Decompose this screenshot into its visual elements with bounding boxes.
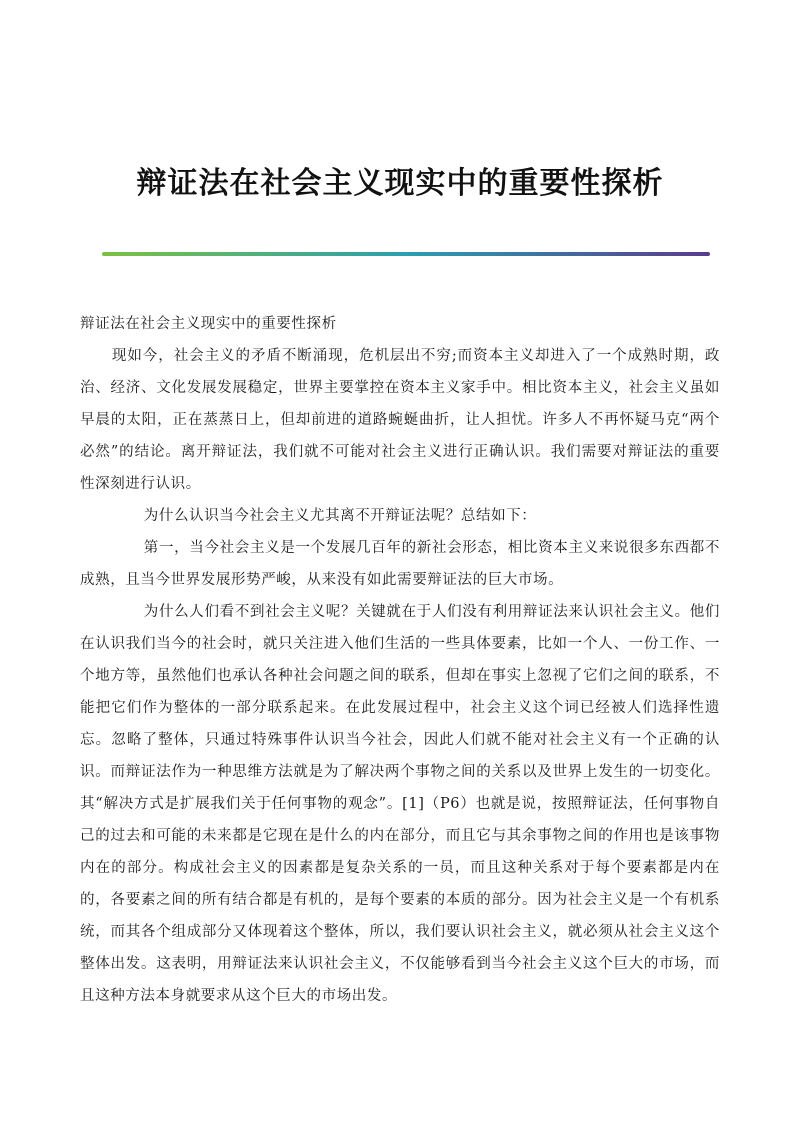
document-title: 辩证法在社会主义现实中的重要性探析 [136,166,664,201]
paragraph-question: 为什么认识当今社会主义尤其离不开辩证法呢？总结如下： [143,508,537,524]
paragraph-first-point: 第一，当今社会主义是一个发展几百年的新社会形态，相比资本主义来说很多东西都不成熟，且当今世界发展形势严峻，从来没有如此需要辩证法的巨大市场。 [80,540,720,588]
paragraph-analysis: 为什么人们看不到社会主义呢？关键就在于人们没有利用辩证法来认识社会主义。他们在认识我们当今的社会时，就只关注进入他们生活的一些具体要素，比如一个人、一份工作、一个地方等，虽然他们也承认各种社会问题之间的联系，但却在事实上忽视了它们之间的联系，不能把它们作为整体的一部分联系起来。在此发展过程中，社会主义这个词已经被人们选择性遗忘。忽略了整体，只通过特殊事件认识当今社会，因此人们就不能对社会主义有一个正确的认识。而辩证法作为一种思维方法就是为了解决两个事物之间的关系以及世界上发生的一切变化。其“解决方式是扩展我们关于任何事物的观念”。[1]（P6）也就是说，按照辩证法，任何事物自己的过去和可能的未来都是它现在是什么的内在部分，而且它与其余事物之间的作用也是该事物内在的部分。构成社会主义的因素都是复杂关系的一员，而且这种关系对于每个要素都是内在的，各要素之间的所有结合都是有机的，是每个要素的本质的部分。因为社会主义是一个有机系统，而其各个组成部分又体现着这个整体，所以，我们要认识社会主义，就必须从社会主义这个整体出发。这表明，用辩证法来认识社会主义，不仅能够看到当今社会主义这个巨大的市场，而且这种方法本身就要求从这个巨大的市场出发。 [80,604,720,1004]
title-gradient-rule [102,252,710,256]
paragraph-intro: 现如今，社会主义的矛盾不断涌现，危机层出不穷;而资本主义却进入了一个成熟时期，政治、经济、文化发展发展稳定，世界主要掌控在资本主义家手中。相比资本主义，社会主义虽如早晨的太阳，正在蒸蒸日上，但却前进的道路蜿蜒曲折，让人担忧。许多人不再怀疑马克“两个必然”的结论。离开辩证法，我们就不可能对社会主义进行正确认识。我们需要对辩证法的重要性深刻进行认识。 [80,348,720,492]
document-body [80,308,720,1012]
document-subtitle: 辩证法在社会主义现实中的重要性探析 [80,316,337,332]
